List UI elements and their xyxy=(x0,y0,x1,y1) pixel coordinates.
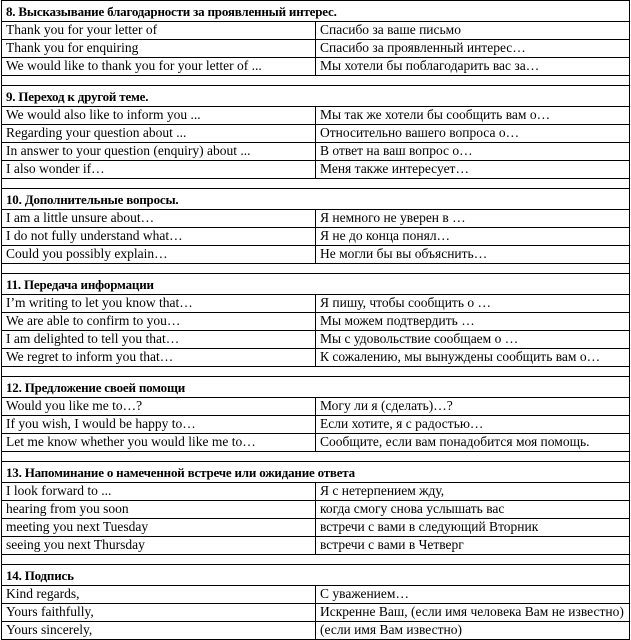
phrase-row xyxy=(2,125,630,143)
section-heading: 13. Напоминание о намеченной встрече или ожидание ответа xyxy=(2,462,630,483)
section-separator-cell xyxy=(2,264,630,274)
phrase-russian: Спасибо за проявленный интерес… xyxy=(316,40,630,58)
section-heading-row xyxy=(2,377,630,398)
phrase-english: We would like to thank you for your letter of ... xyxy=(2,58,316,76)
phrase-english: Thank you for enquiring xyxy=(2,40,316,58)
phrase-english: Kind regards, xyxy=(2,586,316,604)
phrase-row xyxy=(2,58,630,76)
phrase-russian: когда смогу снова услышать вас xyxy=(316,501,630,519)
phrase-row xyxy=(2,40,630,58)
phrase-english: In answer to your question (enquiry) about ... xyxy=(2,143,316,161)
phrase-row xyxy=(2,501,630,519)
phrase-english: I also wonder if… xyxy=(2,161,316,179)
phrase-row xyxy=(2,22,630,40)
phrase-english: Let me know whether you would like me to… xyxy=(2,434,316,452)
phrase-russian: встречи с вами в следующий Вторник xyxy=(316,519,630,537)
phrase-row xyxy=(2,604,630,622)
section-separator xyxy=(2,76,630,86)
phrase-english: meeting you next Tuesday xyxy=(2,519,316,537)
phrase-russian: Если хотите, я с радостью… xyxy=(316,416,630,434)
phrase-english: If you wish, I would be happy to… xyxy=(2,416,316,434)
phrase-table-body xyxy=(2,1,630,640)
phrase-english: We regret to inform you that… xyxy=(2,349,316,367)
phrase-russian: Мы с удовольствие сообщаем о … xyxy=(316,331,630,349)
phrase-russian: С уважением… xyxy=(316,586,630,604)
phrase-english: Yours sincerely, xyxy=(2,622,316,640)
section-separator-cell xyxy=(2,179,630,189)
phrase-row xyxy=(2,483,630,501)
phrase-russian: Относительно вашего вопроса о… xyxy=(316,125,630,143)
section-separator-cell xyxy=(2,76,630,86)
section-heading: 11. Передача информации xyxy=(2,274,630,295)
phrase-russian: Меня также интересует… xyxy=(316,161,630,179)
section-separator-cell xyxy=(2,452,630,462)
phrase-row xyxy=(2,107,630,125)
phrase-english: Regarding your question about ... xyxy=(2,125,316,143)
section-separator-cell xyxy=(2,367,630,377)
section-heading: 9. Переход к другой теме. xyxy=(2,86,630,107)
phrase-row xyxy=(2,416,630,434)
phrase-russian: (если имя Вам известно) xyxy=(316,622,630,640)
section-heading: 10. Дополнительные вопросы. xyxy=(2,189,630,210)
phrase-russian: В ответ на ваш вопрос о… xyxy=(316,143,630,161)
section-heading: 12. Предложение своей помощи xyxy=(2,377,630,398)
phrase-row xyxy=(2,313,630,331)
section-heading-row xyxy=(2,189,630,210)
section-heading-row xyxy=(2,1,630,22)
phrase-row xyxy=(2,349,630,367)
phrase-russian: Не могли бы вы объяснить… xyxy=(316,246,630,264)
phrase-russian: Мы хотели бы поблагодарить вас за… xyxy=(316,58,630,76)
section-heading-row xyxy=(2,462,630,483)
section-separator xyxy=(2,452,630,462)
phrase-row xyxy=(2,537,630,555)
phrase-english: We would also like to inform you ... xyxy=(2,107,316,125)
section-separator xyxy=(2,367,630,377)
phrase-english: hearing from you soon xyxy=(2,501,316,519)
phrase-russian: Я немного не уверен в … xyxy=(316,210,630,228)
section-separator-cell xyxy=(2,555,630,565)
phrase-english: Thank you for your letter of xyxy=(2,22,316,40)
phrase-row xyxy=(2,622,630,640)
phrase-english: We are able to confirm to you… xyxy=(2,313,316,331)
phrase-english: I look forward to ... xyxy=(2,483,316,501)
phrase-row xyxy=(2,228,630,246)
phrase-english: seeing you next Thursday xyxy=(2,537,316,555)
section-separator xyxy=(2,179,630,189)
phrase-english: I do not fully understand what… xyxy=(2,228,316,246)
phrase-row xyxy=(2,586,630,604)
section-heading-row xyxy=(2,86,630,107)
phrase-english: Would you like me to…? xyxy=(2,398,316,416)
phrase-russian: Сообщите, если вам понадобится моя помощь. xyxy=(316,434,630,452)
phrase-row xyxy=(2,295,630,313)
phrase-russian: Искренне Ваш, (если имя человека Вам не известно) xyxy=(316,604,630,622)
phrase-english: I am delighted to tell you that… xyxy=(2,331,316,349)
phrase-row xyxy=(2,398,630,416)
phrase-row xyxy=(2,210,630,228)
phrase-table xyxy=(1,0,630,640)
phrase-english: Yours faithfully, xyxy=(2,604,316,622)
phrase-russian: Я с нетерпением жду, xyxy=(316,483,630,501)
phrase-russian: Могу ли я (сделать)…? xyxy=(316,398,630,416)
phrase-russian: встречи с вами в Четверг xyxy=(316,537,630,555)
phrase-english: Could you possibly explain… xyxy=(2,246,316,264)
phrase-english: I am a little unsure about… xyxy=(2,210,316,228)
phrase-row xyxy=(2,143,630,161)
phrase-russian: Мы можем подтвердить … xyxy=(316,313,630,331)
phrase-english: I’m writing to let you know that… xyxy=(2,295,316,313)
phrase-row xyxy=(2,331,630,349)
phrase-row xyxy=(2,434,630,452)
section-heading: 8. Высказывание благодарности за проявленный интерес. xyxy=(2,1,630,22)
phrase-russian: Я не до конца понял… xyxy=(316,228,630,246)
section-separator xyxy=(2,264,630,274)
section-heading-row xyxy=(2,565,630,586)
phrase-row xyxy=(2,246,630,264)
section-separator xyxy=(2,555,630,565)
phrase-russian: К сожалению, мы вынуждены сообщить вам о… xyxy=(316,349,630,367)
phrase-russian: Я пишу, чтобы сообщить о … xyxy=(316,295,630,313)
phrase-russian: Мы так же хотели бы сообщить вам о… xyxy=(316,107,630,125)
phrase-row xyxy=(2,161,630,179)
section-heading: 14. Подпись xyxy=(2,565,630,586)
section-heading-row xyxy=(2,274,630,295)
phrase-row xyxy=(2,519,630,537)
phrase-russian: Спасибо за ваше письмо xyxy=(316,22,630,40)
